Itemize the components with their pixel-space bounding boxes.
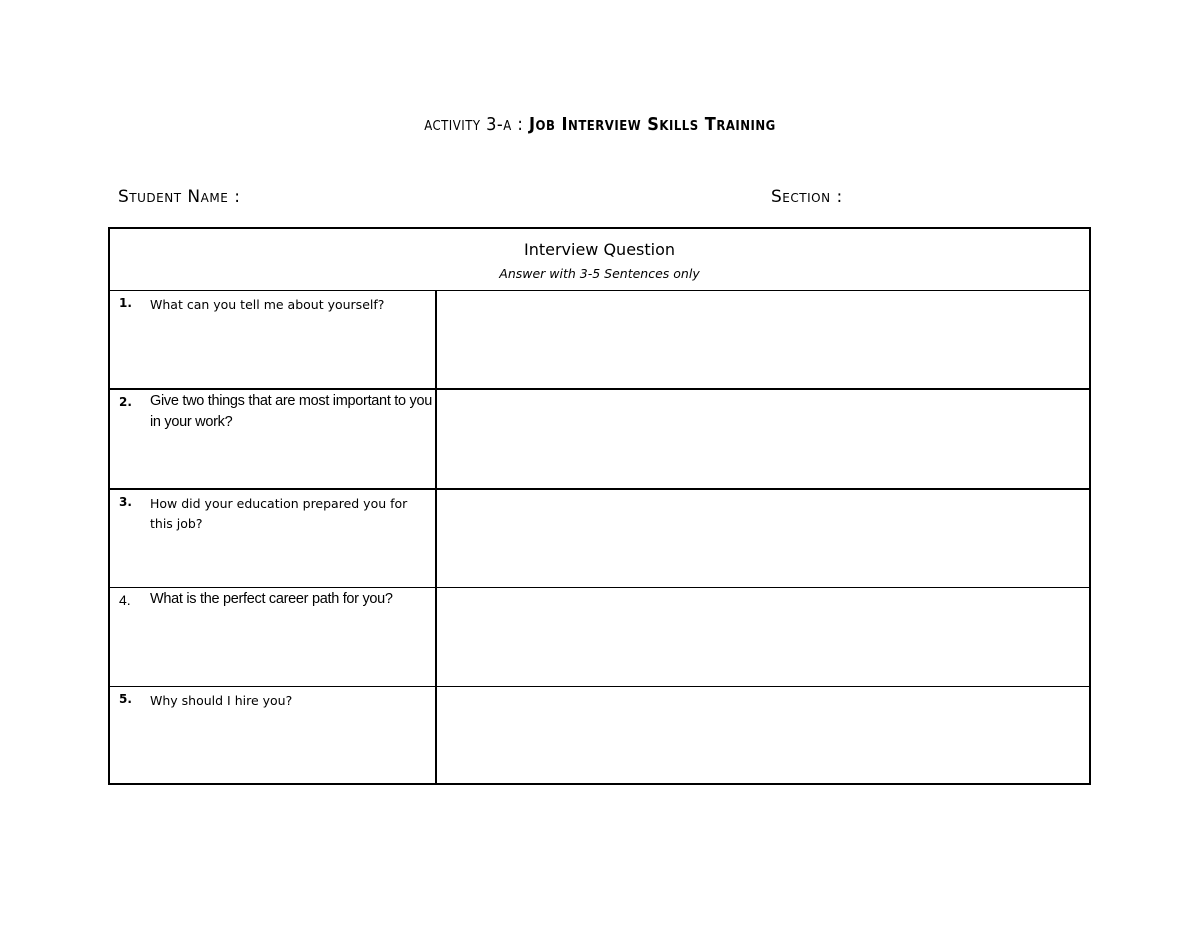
table-row: [110, 490, 1089, 588]
question-cell: [110, 588, 437, 686]
table-subheading: Answer with 3-5 Sentences only: [499, 266, 700, 281]
question-text: How did your education prepared you for this job?: [150, 496, 408, 531]
question-cell: [110, 291, 437, 388]
answer-cell[interactable]: [437, 687, 1089, 783]
interview-table: [108, 227, 1091, 785]
question-number: 4.: [119, 592, 131, 608]
question-cell: [110, 390, 437, 488]
title-prefix: activity 3-a :: [424, 114, 524, 135]
question-number: 5.: [119, 692, 132, 706]
section-label: Section :: [771, 187, 843, 207]
question-text: Give two things that are most important to you in your work?: [150, 393, 432, 430]
answer-cell[interactable]: [437, 490, 1089, 587]
question-number: 3.: [119, 495, 132, 509]
answer-cell[interactable]: [437, 390, 1089, 488]
question-text: What is the perfect career path for you?: [150, 591, 393, 607]
question-text: Why should I hire you?: [150, 693, 293, 708]
title-main: Job Interview Skills Training: [529, 114, 776, 135]
table-row: [110, 291, 1089, 390]
table-heading: Interview Question: [523, 240, 676, 259]
table-row: [110, 390, 1089, 490]
table-header: [110, 229, 1089, 291]
question-text: What can you tell me about yourself?: [150, 297, 385, 312]
student-name-label: Student Name :: [118, 187, 241, 207]
answer-cell[interactable]: [437, 291, 1089, 388]
question-cell: [110, 687, 437, 783]
table-row: [110, 588, 1089, 687]
table-row: [110, 687, 1089, 783]
question-cell: [110, 490, 437, 587]
page-title: [0, 114, 1200, 135]
question-number: 2.: [119, 395, 132, 409]
answer-cell[interactable]: [437, 588, 1089, 686]
question-number: 1.: [119, 296, 132, 310]
